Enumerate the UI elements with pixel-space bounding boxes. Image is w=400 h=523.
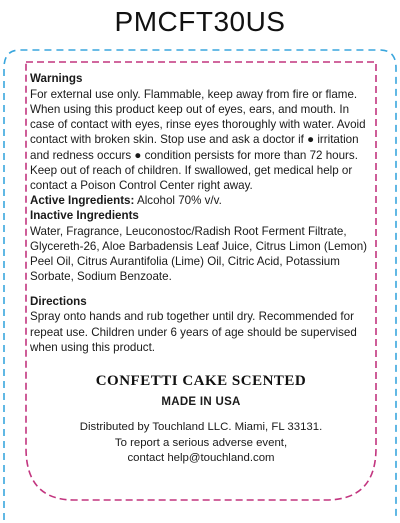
scent-name: CONFETTI CAKE SCENTED bbox=[95, 373, 307, 390]
product-code-title: PMCFT30US bbox=[114, 6, 286, 37]
distributor-info bbox=[30, 420, 372, 467]
active-ingredients-text: Alcohol 70% v/v. bbox=[136, 194, 222, 208]
inactive-ingredients-heading: Inactive Ingredients bbox=[30, 209, 139, 223]
active-ingredients-heading: Active Ingredients: bbox=[30, 194, 135, 208]
made-in-usa: MADE IN USA bbox=[161, 396, 241, 409]
distributor-line-1: Distributed by Touchland LLC. Miami, FL 33131. bbox=[79, 421, 323, 434]
directions-text: Spray onto hands and rub together until dry. Recommended for repeat use. Children under 6 years of age should be supervised when using this product. bbox=[30, 310, 357, 354]
distributor-line-3: contact help@touchland.com bbox=[127, 452, 275, 465]
distributor-line-2: To report a serious adverse event, bbox=[114, 436, 288, 449]
directions-heading: Directions bbox=[30, 294, 87, 308]
label-panel bbox=[30, 72, 372, 467]
active-ingredients bbox=[30, 193, 372, 209]
warnings-text: For external use only. Flammable, keep away from fire or flame. When using this product keep out of eyes, ears, and mouth. In case of contact with eyes, rinse eyes thoroughly with water. Avoid contact with broken skin. Stop use and ask a doctor if ● irritation and redness occurs ● condition persists for more than 72 hours. Keep out of reach of children. If swallowed, get medical help or contact a Poison Control Center right away. bbox=[30, 87, 366, 193]
warnings-heading: Warnings bbox=[30, 72, 83, 85]
inactive-ingredients-text: Water, Fragrance, Leuconostoc/Radish Root Ferment Filtrate, Glycereth-26, Aloe Barbadensis Leaf Juice, Citrus Limon (Lemon) Peel Oil, Citrus Aurantifolia (Lime) Oil, Citric Acid, Potassium Sorbate, Sodium Benzoate. bbox=[30, 224, 368, 284]
